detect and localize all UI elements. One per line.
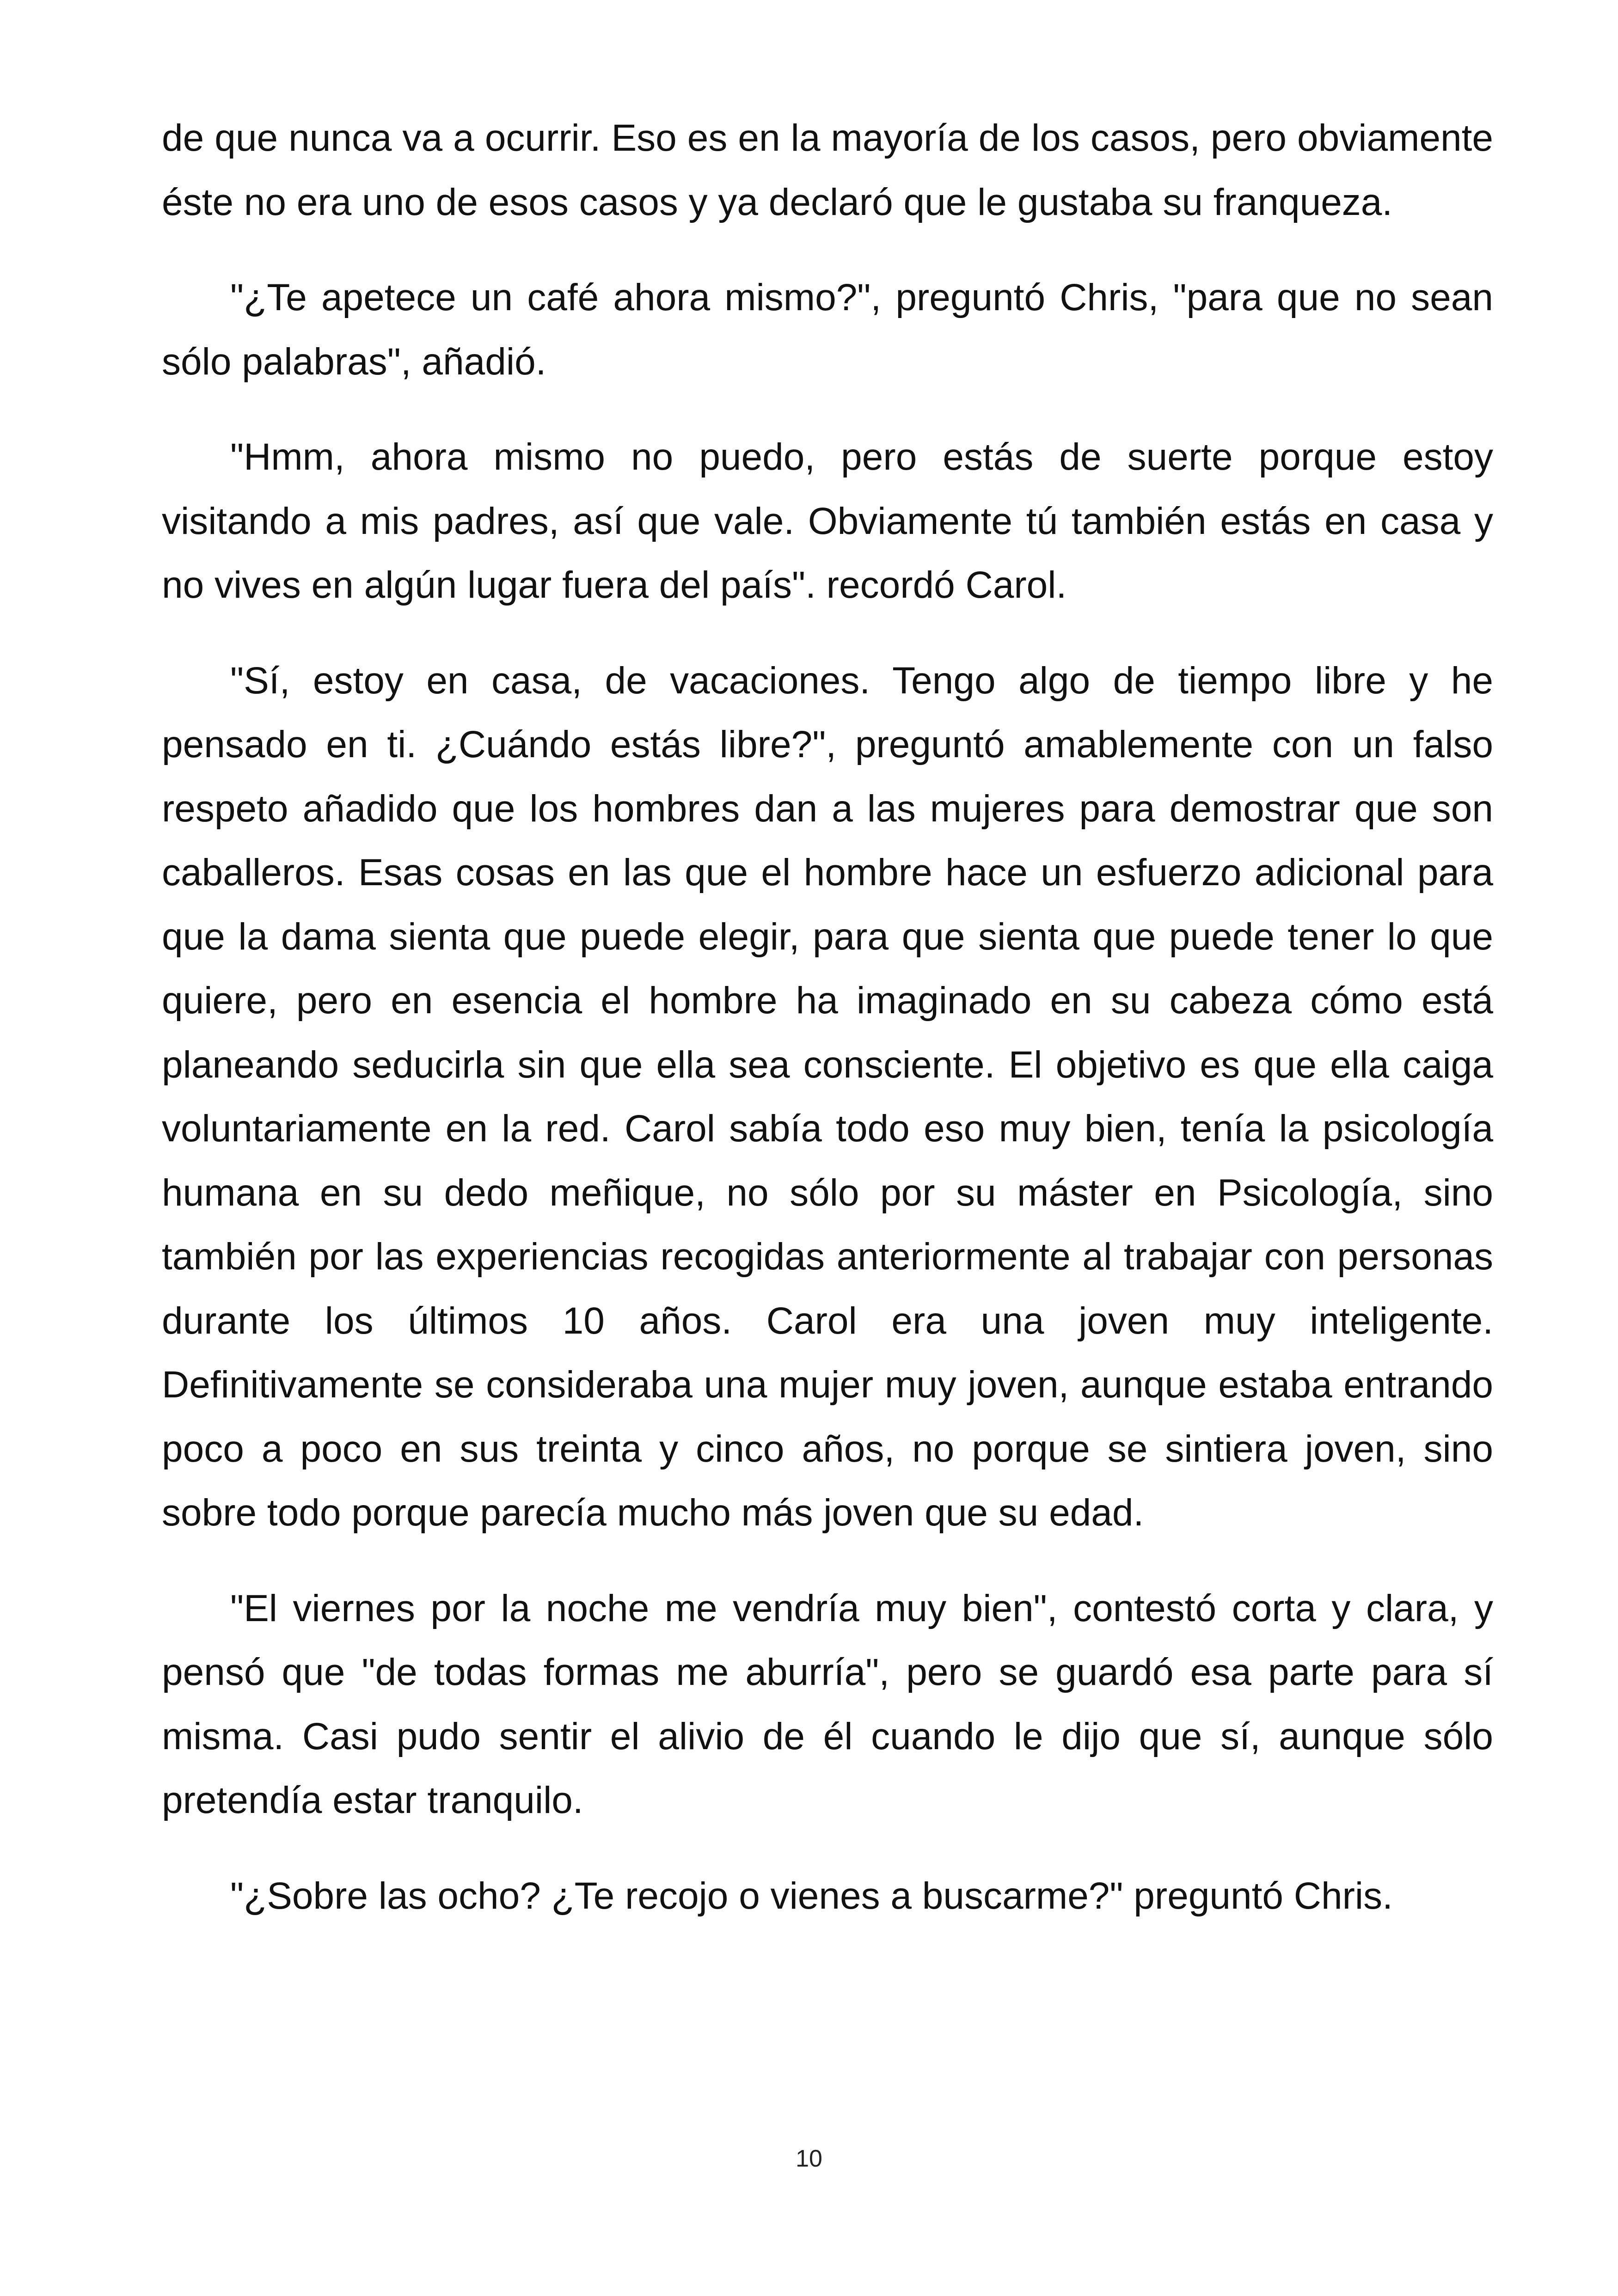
page-number: 10 — [796, 2145, 822, 2172]
document-page — [162, 106, 1493, 1959]
paragraph-1: de que nunca va a ocurrir. Eso es en la mayoría de los casos, pero obviamente éste no era uno de esos casos y ya declaró que le gustaba su franqueza. — [162, 117, 1493, 223]
paragraph-2: "¿Te apetece un café ahora mismo?", preguntó Chris, "para que no sean sólo palabras", añadió. — [162, 276, 1493, 383]
paragraph-3: "Hmm, ahora mismo no puedo, pero estás de suerte porque estoy visitando a mis padres, así que vale. Obviamente tú también estás en casa y no vives en algún lugar fuera del país". recordó Carol. — [162, 436, 1493, 606]
paragraph-5: "El viernes por la noche me vendría muy bien", contestó corta y clara, y pensó que "de todas formas me aburría", pero se guardó esa parte para sí misma. Casi pudo sentir el alivio de él cuando le dijo que sí, aunque sólo pretendía estar tranquilo. — [162, 1587, 1493, 1821]
paragraph-4: "Sí, estoy en casa, de vacaciones. Tengo algo de tiempo libre y he pensado en ti. ¿Cuándo estás libre?", preguntó amablemente con un falso respeto añadido que los hombres dan a las mujeres para demostrar que son caballeros. Esas cosas en las que el hombre hace un esfuerzo adicional para que la dama sienta que puede elegir, para que sienta que puede tener lo que quiere, pero en esencia el hombre ha imaginado en su cabeza cómo está planeando seducirla sin que ella sea consciente. El objetivo es que ella caiga voluntariamente en la red. Carol sabía todo eso muy bien, tenía la psicología humana en su dedo meñique, no sólo por su máster en Psicología, sino también por las experiencias recogidas anteriormente al trabajar con personas durante los últimos 10 años. Carol era una joven muy inteligente. Definitivamente se consideraba una mujer muy joven, aunque estaba entrando poco a poco en sus treinta y cinco años, no porque se sintiera joven, sino sobre todo porque parecía mucho más joven que su edad. — [162, 659, 1493, 1534]
paragraph-6: "¿Sobre las ocho? ¿Te recojo o vienes a buscarme?" preguntó Chris. — [230, 1874, 1393, 1917]
